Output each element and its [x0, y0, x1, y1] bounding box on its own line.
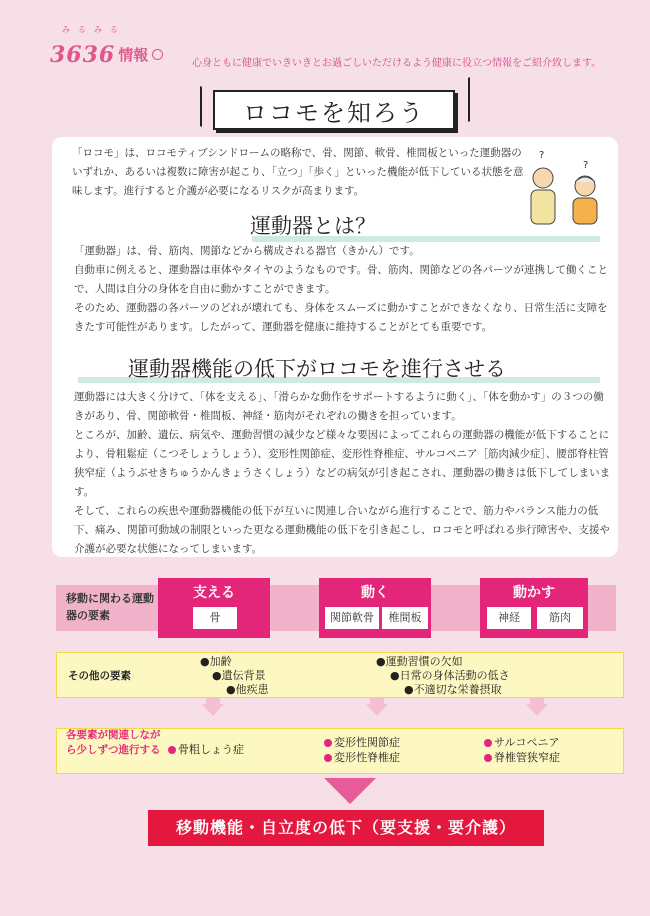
intro-text: 「ロコモ」は、ロコモティブシンドロームの略称で、骨、関節、軟骨、椎間板といった運動器のいずれか、あるいは複数に障害が起こり、「立つ」「歩く」といった機能が低下している状態を意味します。進行すると介護が必要になるリスクが高まります。	[72, 147, 524, 197]
section2-body	[74, 388, 614, 559]
logo	[50, 25, 163, 68]
thinking-people-illustration	[525, 148, 607, 226]
disease-item	[484, 750, 560, 765]
bullet-dot-icon	[484, 754, 492, 762]
title-banner	[213, 90, 455, 130]
section1-paragraph: そのため、運動器の各パーツのどれが壊れても、身体をスムーズに動かすことができなくなり、日常生活に支障をきたす可能性があります。したがって、運動器を健康に維持することがとても重要です。	[74, 302, 608, 333]
bullet-dot-icon	[484, 739, 492, 747]
person-head-icon	[533, 168, 553, 188]
chip-cartilage: 関節軟骨	[324, 606, 380, 630]
person-body-icon	[573, 198, 597, 224]
disease-item	[168, 742, 244, 757]
logo-ruby: みるみる	[62, 25, 126, 34]
question-mark-icon: ?	[583, 160, 589, 171]
disease-item	[324, 735, 400, 750]
disease-item	[324, 750, 400, 765]
section1-paragraph: 「運動器」は、骨、筋肉、関節などから構成される器官（きかん）です。	[74, 245, 420, 257]
final-outcome: 移動機能・自立度の低下（要支援・要介護）	[148, 810, 544, 846]
disease-label: 脊椎管狭窄症	[494, 751, 560, 764]
section2-paragraph: 運動器には大きく分けて、「体を支える」、「滑らかな動作をサポートするように動く」、「体を動かす」の３つの働きがあり、骨、関節軟骨・椎間板、神経・筋肉がそれぞれの働きを担っています。	[74, 391, 604, 422]
question-mark-icon: ?	[539, 150, 545, 161]
disease-label: 骨粗しょう症	[178, 743, 244, 756]
person-body-icon	[531, 190, 555, 224]
heart-icon	[152, 49, 163, 60]
row2-label: その他の要素	[68, 670, 131, 682]
disease-label: サルコペニア	[494, 736, 560, 749]
chip-muscle: 筋肉	[536, 606, 584, 630]
factor-item: ●不適切な栄養摂取	[404, 683, 502, 696]
section2-title: 運動器機能の低下がロコモを進行させる	[128, 357, 506, 381]
row1-label: 移動に関わる運動器の要素	[66, 592, 154, 622]
other-factors-box	[56, 652, 624, 698]
factor-item: ●運動習慣の欠如	[376, 655, 463, 668]
header	[50, 25, 650, 69]
hair-icon	[575, 177, 595, 182]
bullet-dot-icon	[324, 754, 332, 762]
logo-number: 3636	[50, 42, 116, 68]
factor-item: ●加齢	[200, 655, 232, 668]
down-arrow-icon	[526, 704, 548, 716]
banner-accent-left	[200, 86, 210, 130]
category-drive	[480, 578, 588, 638]
chip-disc: 椎間板	[381, 606, 429, 630]
page-title: ロコモを知ろう	[243, 98, 425, 127]
down-arrow-icon	[202, 704, 224, 716]
disease-item	[484, 735, 559, 750]
category-support	[158, 578, 270, 638]
category-move	[319, 578, 431, 638]
tagline: 心身ともに健康でいきいきとお過ごしいただけるよう健康に役立つ情報をご紹介致します。	[192, 58, 602, 69]
category-title: 動く	[361, 585, 389, 601]
bullet-dot-icon	[324, 739, 332, 747]
section1-paragraph: 自動車に例えると、運動器は車体やタイヤのようなものです。骨、筋肉、関節などの各パーツが連携して働くことで、人間は自分の身体を自由に動かすことができます。	[74, 264, 609, 295]
category-title: 動かす	[513, 585, 555, 601]
disease-label: 変形性関節症	[334, 736, 400, 749]
down-arrow-icon	[366, 704, 388, 716]
bullet-dot-icon	[168, 746, 176, 754]
factor-item: ●遺伝背景	[212, 669, 266, 682]
section1-body	[74, 242, 614, 337]
section1-title: 運動器とは？	[250, 214, 376, 238]
category-title: 支える	[193, 585, 235, 601]
chip-bone: 骨	[192, 606, 238, 630]
section2-paragraph: ところが、加齢、遺伝、病気や、運動習慣の減少など様々な要因によってこれらの運動器の機能が低下することにより、骨粗鬆症（こつそしょうしょう）、変形性関節症、変形性脊椎症、サルコペニア［筋肉減少症］、腰部脊柱管狭窄症（ようぶせきちゅうかんきょうさくしょう）などの病気が引き起こされ、運動器の働きは低下してしまいます。	[74, 429, 611, 498]
factor-item: ●日常の身体活動の低さ	[390, 669, 510, 682]
down-triangle-icon	[324, 778, 376, 804]
section2-paragraph: そして、これらの疾患や運動器機能の低下が互いに関連し合いながら進行することで、筋力やバランス能力の低下、痛み、関節可動域の制限といった更なる運動機能の低下を引き起こし、ロコモと呼ばれる歩行障害や、支援や介護が必要な状態になってしまいます。	[74, 505, 610, 555]
disease-label: 変形性脊椎症	[334, 751, 400, 764]
row3-label: 各要素が関連しながら少しずつ進行する	[66, 729, 161, 756]
chip-nerve: 神経	[486, 606, 532, 630]
banner-accent-right	[454, 77, 470, 127]
factor-item: ●他疾患	[226, 683, 269, 696]
logo-word: 情報	[118, 46, 149, 64]
